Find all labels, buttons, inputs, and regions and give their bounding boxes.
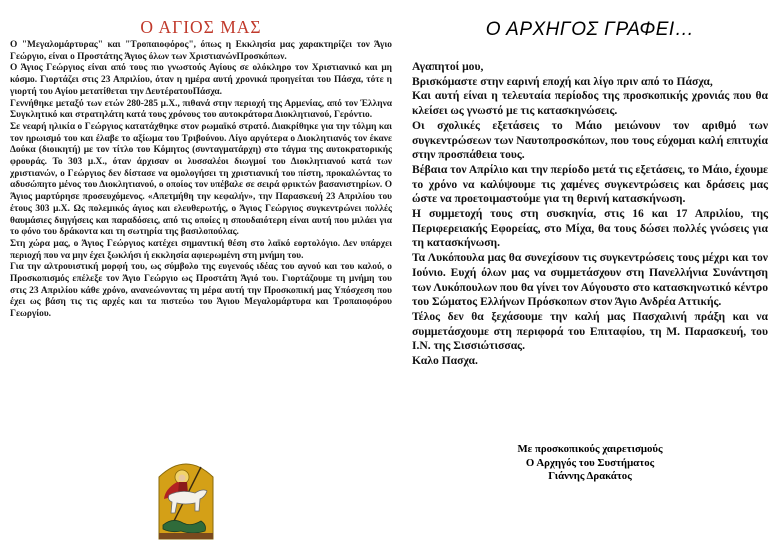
letter-signoff [412,443,768,484]
article-paragraph: Για την αλτρουιστική μορφή του, ως σύμβολο της ευγενούς ιδέας του αγνού και του καλού, ο Προσκοπισμός επέλεξε τον Άγιο Γεώργιο ως Προστάτη Άγιό του. Γιορτάζουμε τη μνήμη του στις 23 Απριλίου κάθε χρόνο, ανανεώνοντας τη μέρα αυτή την Προσκοπική μας Υπόσχεση που έχει ως βάση τις τις αρχές και τα πιστεύω του Άγιου Μεγαλομάρτυρα και Τροπαιοφόρου Γεωργίου. [10,262,392,320]
saint-george-icon-graphic [155,455,217,540]
chief-letter [412,60,768,369]
letter-paragraph: Αγαπητοί μου, [412,60,484,73]
letter-paragraph: Η συμμετοχή τους στη συσκηνία, στις 16 και 17 Απριλίου, της Περιφερειακής Εφορείας, στο Μίχα, θα τους δώσει πολλές γνώσεις για τη κατασκήνωση. [412,207,768,250]
chief-writes-title: Ο ΑΡΧΗΓΟΣ ΓΡΑΦΕΙ… [485,19,695,40]
letter-paragraph: Οι σχολικές εξετάσεις το Μάιο μειώνουν τον αριθμό των συγκεντρώσεων των Ναυτοπροσκόπων, που τους εύχομαι καλή επιτυχία στην προσπάθεια τους. [412,118,768,162]
saint-title: Ο ΑΓΙΟΣ ΜΑΣ [140,17,262,37]
signoff-greeting: Με προσκοπικούς χαιρετισμούς [517,443,663,455]
letter-paragraph: Τέλος δεν θα ξεχάσουμε την καλή μας Πασχαλινή πράξη και να συμμετάσχουμε στη περιφορά του Επιταφίου, τη Μ. Παρασκευή, του Ι.Ν. της Σισσιώτισσας. [412,309,768,353]
saint-george-icon [155,455,217,540]
letter-paragraph: Και αυτή είναι η τελευταία περίοδος της προσκοπικής χρονιάς που θα κλείσει ως γνωστό με τις κατασκηνώσεις. [412,89,768,118]
signoff-name: Γιάννης Δρακάτος [548,470,632,483]
article-paragraph: Στη χώρα μας, ο Άγιος Γεώργιος κατέχει σημαντική θέση στο λαϊκό εορτολόγιο. Δεν υπάρχει περιοχή που να μην έχει ξωκλήσι ή εκκλησία αφιερωμένη στη μνήμη του. [10,238,392,261]
article-paragraph: Γεννήθηκε μεταξύ των ετών 280-285 μ.Χ., πιθανά στην περιοχή της Αρμενίας, από τον Έλληνα Συγκλητικό και στρατηλάτη κατά τους χρόνους του αυτοκράτορα Διοκλητιανού, Γερόντιο. [10,98,392,121]
article-paragraph: Ο "Μεγαλομάρτυρας" και "Τροπαιοφόρος", όπως η Εκκλησία μας χαρακτηρίζει τον Άγιο Γεώργιο, είναι ο Προστάτης Άγιος όλων των ΧριστιανώνΠροσκόπων. [10,40,392,62]
article-paragraph: Σε νεαρή ηλικία ο Γεώργιος κατατάχθηκε στον ρωμαϊκό στρατό. Διακρίθηκε για την τόλμη και τον ηρωισμό του και έλαβε το αξίωμα του Τριβούνου. Λίγο αργότερα ο Διοκλητιανός τον έκανε Δούκα (διοικητή) με τον τίτλο του Κόμητος (συνταγματάρχη) στο τάγμα της αυτοκρατορικής φρουράς. Το 303 μ.Χ., όταν άρχισαν οι λυσσαλέοι διωγμοί του Διοκλητιανού κατά των χριστιανών, ο Γεώργιος δεν δίστασε να ομολογήσει τη χριστιανική του πίστη, προκαλώντας το αδυσώπητο μένος του Διοκλητιανού, ο οποίος τον υπέβαλε σε σειρά φρικτών βασανιστηρίων. Ο Άγιος μαρτύρησε προσευχόμενος. «Απετμήθη την κεφαλήν», την Παρασκευή 23 Απριλίου του έτους 303 μ.Χ. Ως πολεμικός άγιος και ελευθερωτής, ο Άγιος Γεώργιος συγκεντρώνει πολλές θαυμάσιες διηγήσεις και παραδόσεις, από τις οποίες η σπουδαιότερη είναι αυτή που μιλάει για το φόνο του δράκοντα και τη σωτηρία της βασιλοπούλας. [10,121,392,238]
article-paragraph: Ο Άγιος Γεώργιος είναι από τους πιο γνωστούς Αγίους σε ολόκληρο τον Χριστιανικό και μη κόσμο. Γιορτάζει στις 23 Απριλίου, όταν η ημέρα αυτή χρονικά προηγείται του Πάσχα, τότε η γιορτή του Αγίου μετατίθεται την ΔευτέρατουΠάσχα. [10,63,392,97]
letter-paragraph: Βέβαια τον Απρίλιο και την περίοδο μετά τις εξετάσεις, το Μάιο, έχουμε το χρόνο να καλύψουμε τις χαμένες συγκεντρώσεις και δράσεις μας ώστε να προετοιμαστούμε για τη θερινή κατασκήνωση. [412,162,768,206]
saint-article [10,40,392,321]
left-column [10,0,392,321]
signoff-role: Ο Αρχηγός του Συστήματος [525,456,655,469]
letter-paragraph: Βρισκόμαστε στην εαρινή εποχή και λίγο πριν από το Πάσχα, [412,74,713,88]
letter-paragraph: Τα Λυκόπουλα μας θα συνεχίσουν τις συγκεντρώσεις τους μέχρι και τον Ιούνιο. Ευχή όλων μας να συμμετάσχουν στη Πανελλήνια Συνάντηση των Λυκόπουλων που θα γίνει τον Αύγουστο στο κατασκηνωτικό κέντρο του Σώματος Ελλήνων Πρόσκοπων στον Άγιο Ανδρέα Αττικής. [412,251,768,309]
right-column [412,0,768,369]
letter-paragraph: Καλο Πασχα. [412,354,478,368]
